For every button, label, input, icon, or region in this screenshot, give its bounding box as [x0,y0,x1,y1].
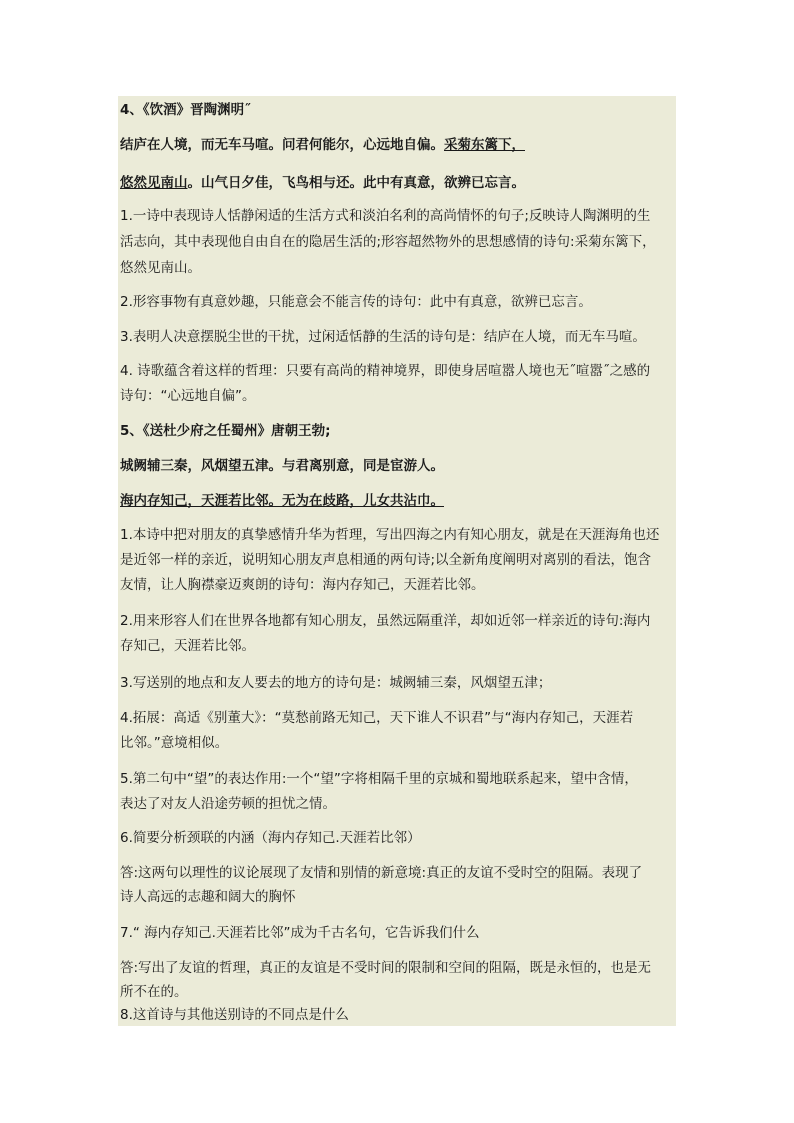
poem-text: 。山气日夕佳，飞鸟相与还。此中有真意，欲辨已忘言。 [187,175,525,191]
s4-item4-line: 诗句：“心远地自偏”。 [120,388,256,404]
s5-item5-line: 表达了对友人沿途劳顿的担忧之情。 [120,796,336,812]
section5-heading: 5、《送杜少府之任蜀州》唐朝王勃; [120,423,331,439]
s5-item3: 3.写送别的地点和友人要去的地方的诗句是：城阙辅三秦，风烟望五津； [120,675,552,691]
s5-item1-line: 1.本诗中把对朋友的真挚感情升华为哲理，写出四海之内有知心朋友，就是在天涯海角也还 [120,527,660,543]
poem-text-underlined: 悠然见南山 [120,175,188,191]
s5-item4-line: 4.拓展：高适《别董大》：“莫愁前路无知己，天下谁人不识君”与“海内存知己，天涯若 [120,710,634,726]
s4-item3: 3.表明人决意摆脱尘世的干扰，过闲适恬静的生活的诗句是：结庐在人境，而无车马喧。 [120,329,646,345]
s5-item7-answer-line: 答:写出了友谊的哲理，真正的友谊是不受时间的限制和空间的阻隔，既是永恒的，也是无 [120,960,652,976]
section4-poem-line2 [120,171,672,196]
s4-item4-line: 4. 诗歌蕴含着这样的哲理：只要有高尚的精神境界，即使身居喧嚣人境也无˝喧嚣˝之感的 [120,363,651,379]
section4-poem-line1 [120,133,672,158]
s5-item5-line: 5.第二句中“望”的表达作用:一个“望”字将相隔千里的京城和蜀地联系起来，望中含情， [120,771,638,787]
poem-text-underlined: 海内存知己，天涯若比邻。无为在歧路，儿女共沾巾。 [120,493,444,509]
s5-item1-line: 是近邻一样的亲近，说明知心朋友声息相通的两句诗;以全新角度阐明对离别的看法，饱含 [120,552,652,568]
s5-item4-line: 比邻。”意境相似。 [120,735,229,751]
s4-item1-line: 活志向，其中表现他自由自在的隐居生活的;形容超然物外的思想感情的诗句:采菊东篱下， [120,234,656,250]
poem-text: 结庐在人境，而无车马喧。问君何能尔，心远地自偏。 [120,137,444,153]
s5-item7-answer-line: 所不在的。 [120,984,188,1000]
section4-heading: 4、《饮酒》晋陶渊明˝ [120,102,251,118]
poem-text-underlined: 采菊东篱下， [444,137,525,153]
s5-item8-question: 8.这首诗与其他送别诗的不同点是什么 [120,1007,349,1023]
s5-item1-line: 友情，让人胸襟豪迈爽朗的诗句：海内存知己，天涯若比邻。 [120,577,485,593]
s5-item6-question: 6.简要分析颈联的内涵（海内存知己.天涯若比邻） [120,830,421,846]
section5-poem-line2 [120,489,672,514]
s5-item7-question: 7.“ 海内存知己.天涯若比邻”成为千古名句，它告诉我们什么 [120,925,480,941]
s4-item2: 2.形容事物有真意妙趣，只能意会不能言传的诗句：此中有真意，欲辨已忘言。 [120,294,592,310]
document-panel [118,96,676,1026]
s5-item2-line: 存知己，天涯若比邻。 [120,638,255,654]
section5-poem-line1: 城阙辅三秦，风烟望五津。与君离别意，同是宦游人。 [120,458,444,474]
s5-item2-line: 2.用来形容人们在世界各地都有知心朋友，虽然远隔重洋，却如近邻一样亲近的诗句:海内 [120,613,651,629]
s5-item6-answer-line: 答:这两句以理性的议论展现了友情和别情的新意境:真正的友谊不受时空的阻隔。表现了 [120,865,643,881]
s5-item6-answer-line: 诗人高远的志趣和阔大的胸怀 [120,889,296,905]
s4-item1-line: 1.一诗中表现诗人恬静闲适的生活方式和淡泊名利的高尚情怀的句子;反映诗人陶渊明的生 [120,208,651,224]
s4-item1-line: 悠然见南山。 [120,260,201,276]
